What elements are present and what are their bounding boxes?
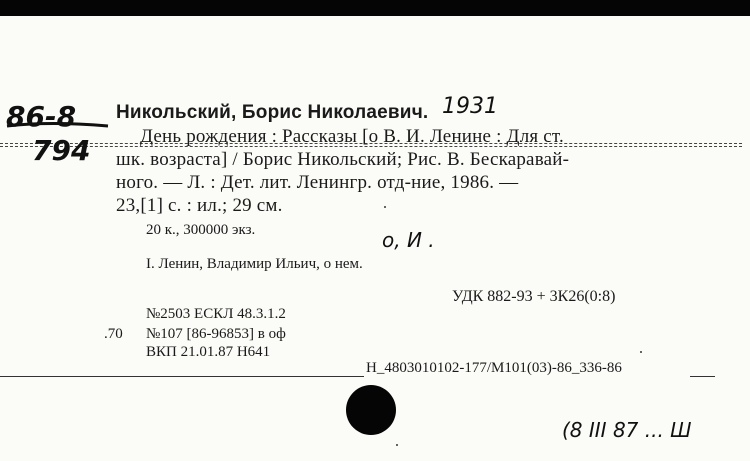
description-line-3: ного. — Л. : Дет. лит. Ленингр. отд-ние, 1986. —: [116, 172, 519, 193]
handwritten-date: (8 III 87 ... Ш: [562, 418, 692, 442]
description-line-4: 23,[1] с. : ил.; 29 см.: [116, 195, 283, 216]
registry-line-1: №2503 ЕСКЛ 48.3.1.2: [146, 306, 286, 322]
handwritten-mark: о, И .: [382, 228, 435, 252]
isbn-code: Н_4803010102-177/М101(03)-86_336-86: [366, 360, 622, 376]
shelfmark-line-2: 794: [32, 134, 91, 167]
scan-border-top: [0, 0, 750, 16]
handwritten-year: 1931: [442, 94, 498, 119]
card-punch-hole: [346, 385, 396, 435]
registry-prefix: .70: [104, 326, 123, 342]
price-and-print-run: 20 к., 300000 экз.: [146, 222, 256, 238]
bottom-rule-left: [0, 376, 364, 377]
author-heading: Никольский, Борис Николаевич.: [116, 102, 429, 123]
registry-line-3: ВКП 21.01.87 Н641: [146, 344, 271, 360]
speck: [384, 206, 386, 208]
description-line-2: шк. возраста] / Борис Никольский; Рис. В. Бескаравай-: [116, 149, 570, 170]
speck: [640, 351, 642, 353]
speck: [396, 444, 398, 446]
catalog-card: [0, 16, 750, 461]
udc-code: УДК 882-93 + 3К26(0:8): [452, 288, 616, 305]
description-line-1: День рождения : Рассказы [о В. И. Ленине : Для ст.: [140, 126, 564, 147]
bottom-rule-right: [690, 376, 715, 377]
registry-line-2: №107 [86-96853] в оф: [146, 326, 286, 342]
subject-heading: I. Ленин, Владимир Ильич, о нем.: [146, 256, 363, 272]
shelfmark-line-1: 86-8: [6, 100, 77, 133]
